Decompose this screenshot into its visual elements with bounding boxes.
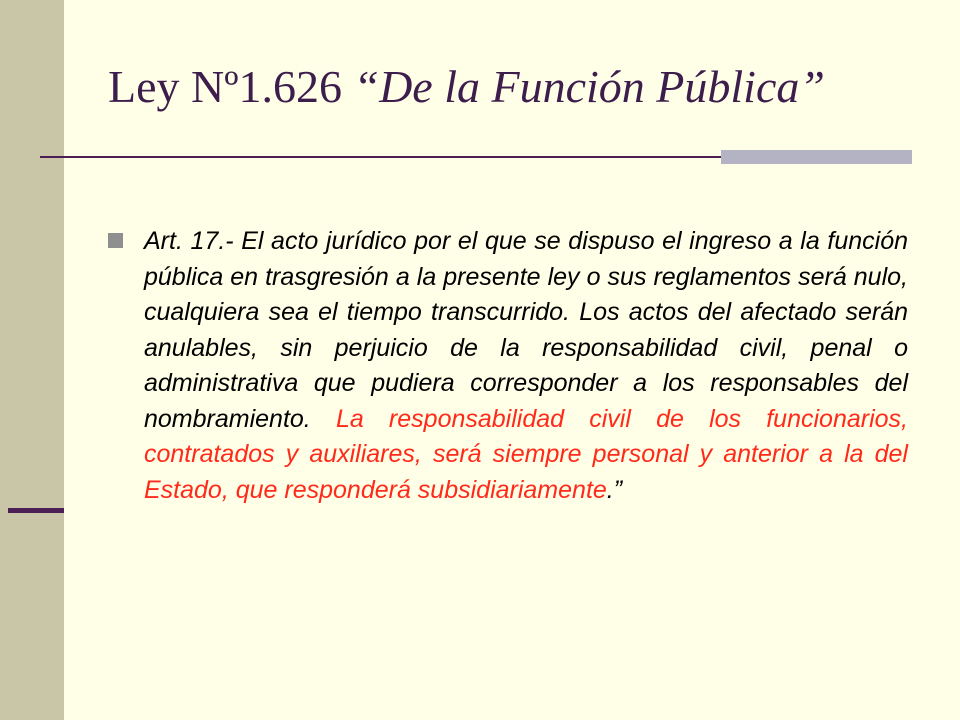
- title-main: Ley Nº1.626: [108, 61, 354, 112]
- article-paragraph: [144, 224, 908, 508]
- title-divider-accent: [721, 150, 912, 164]
- bullet-square-icon: [108, 233, 123, 248]
- slide-title: [108, 60, 825, 113]
- article-text: Art. 17.- El acto jurídico por el que se dispuso el ingreso a la función pública en trasgresión a la presente ley o sus reglamentos será nulo, cualquiera sea el tiempo transcurrido. Los actos del afectado serán anulables, sin perjuicio de la responsabilidad civil, penal o administrativa que pudiera corresponder a los responsables del nombramiento.: [144, 227, 908, 433]
- article-ending: .”: [606, 475, 623, 504]
- title-italic-part: “De la Función Pública”: [353, 61, 825, 112]
- article-highlight: La responsabilidad civil de los funcionarios, contratados y auxiliares, será siempre personal y anterior a la del Estado, que responderá subsidiariamente: [144, 404, 908, 504]
- sidebar-accent-line: [8, 508, 64, 513]
- decorative-sidebar: [0, 0, 64, 720]
